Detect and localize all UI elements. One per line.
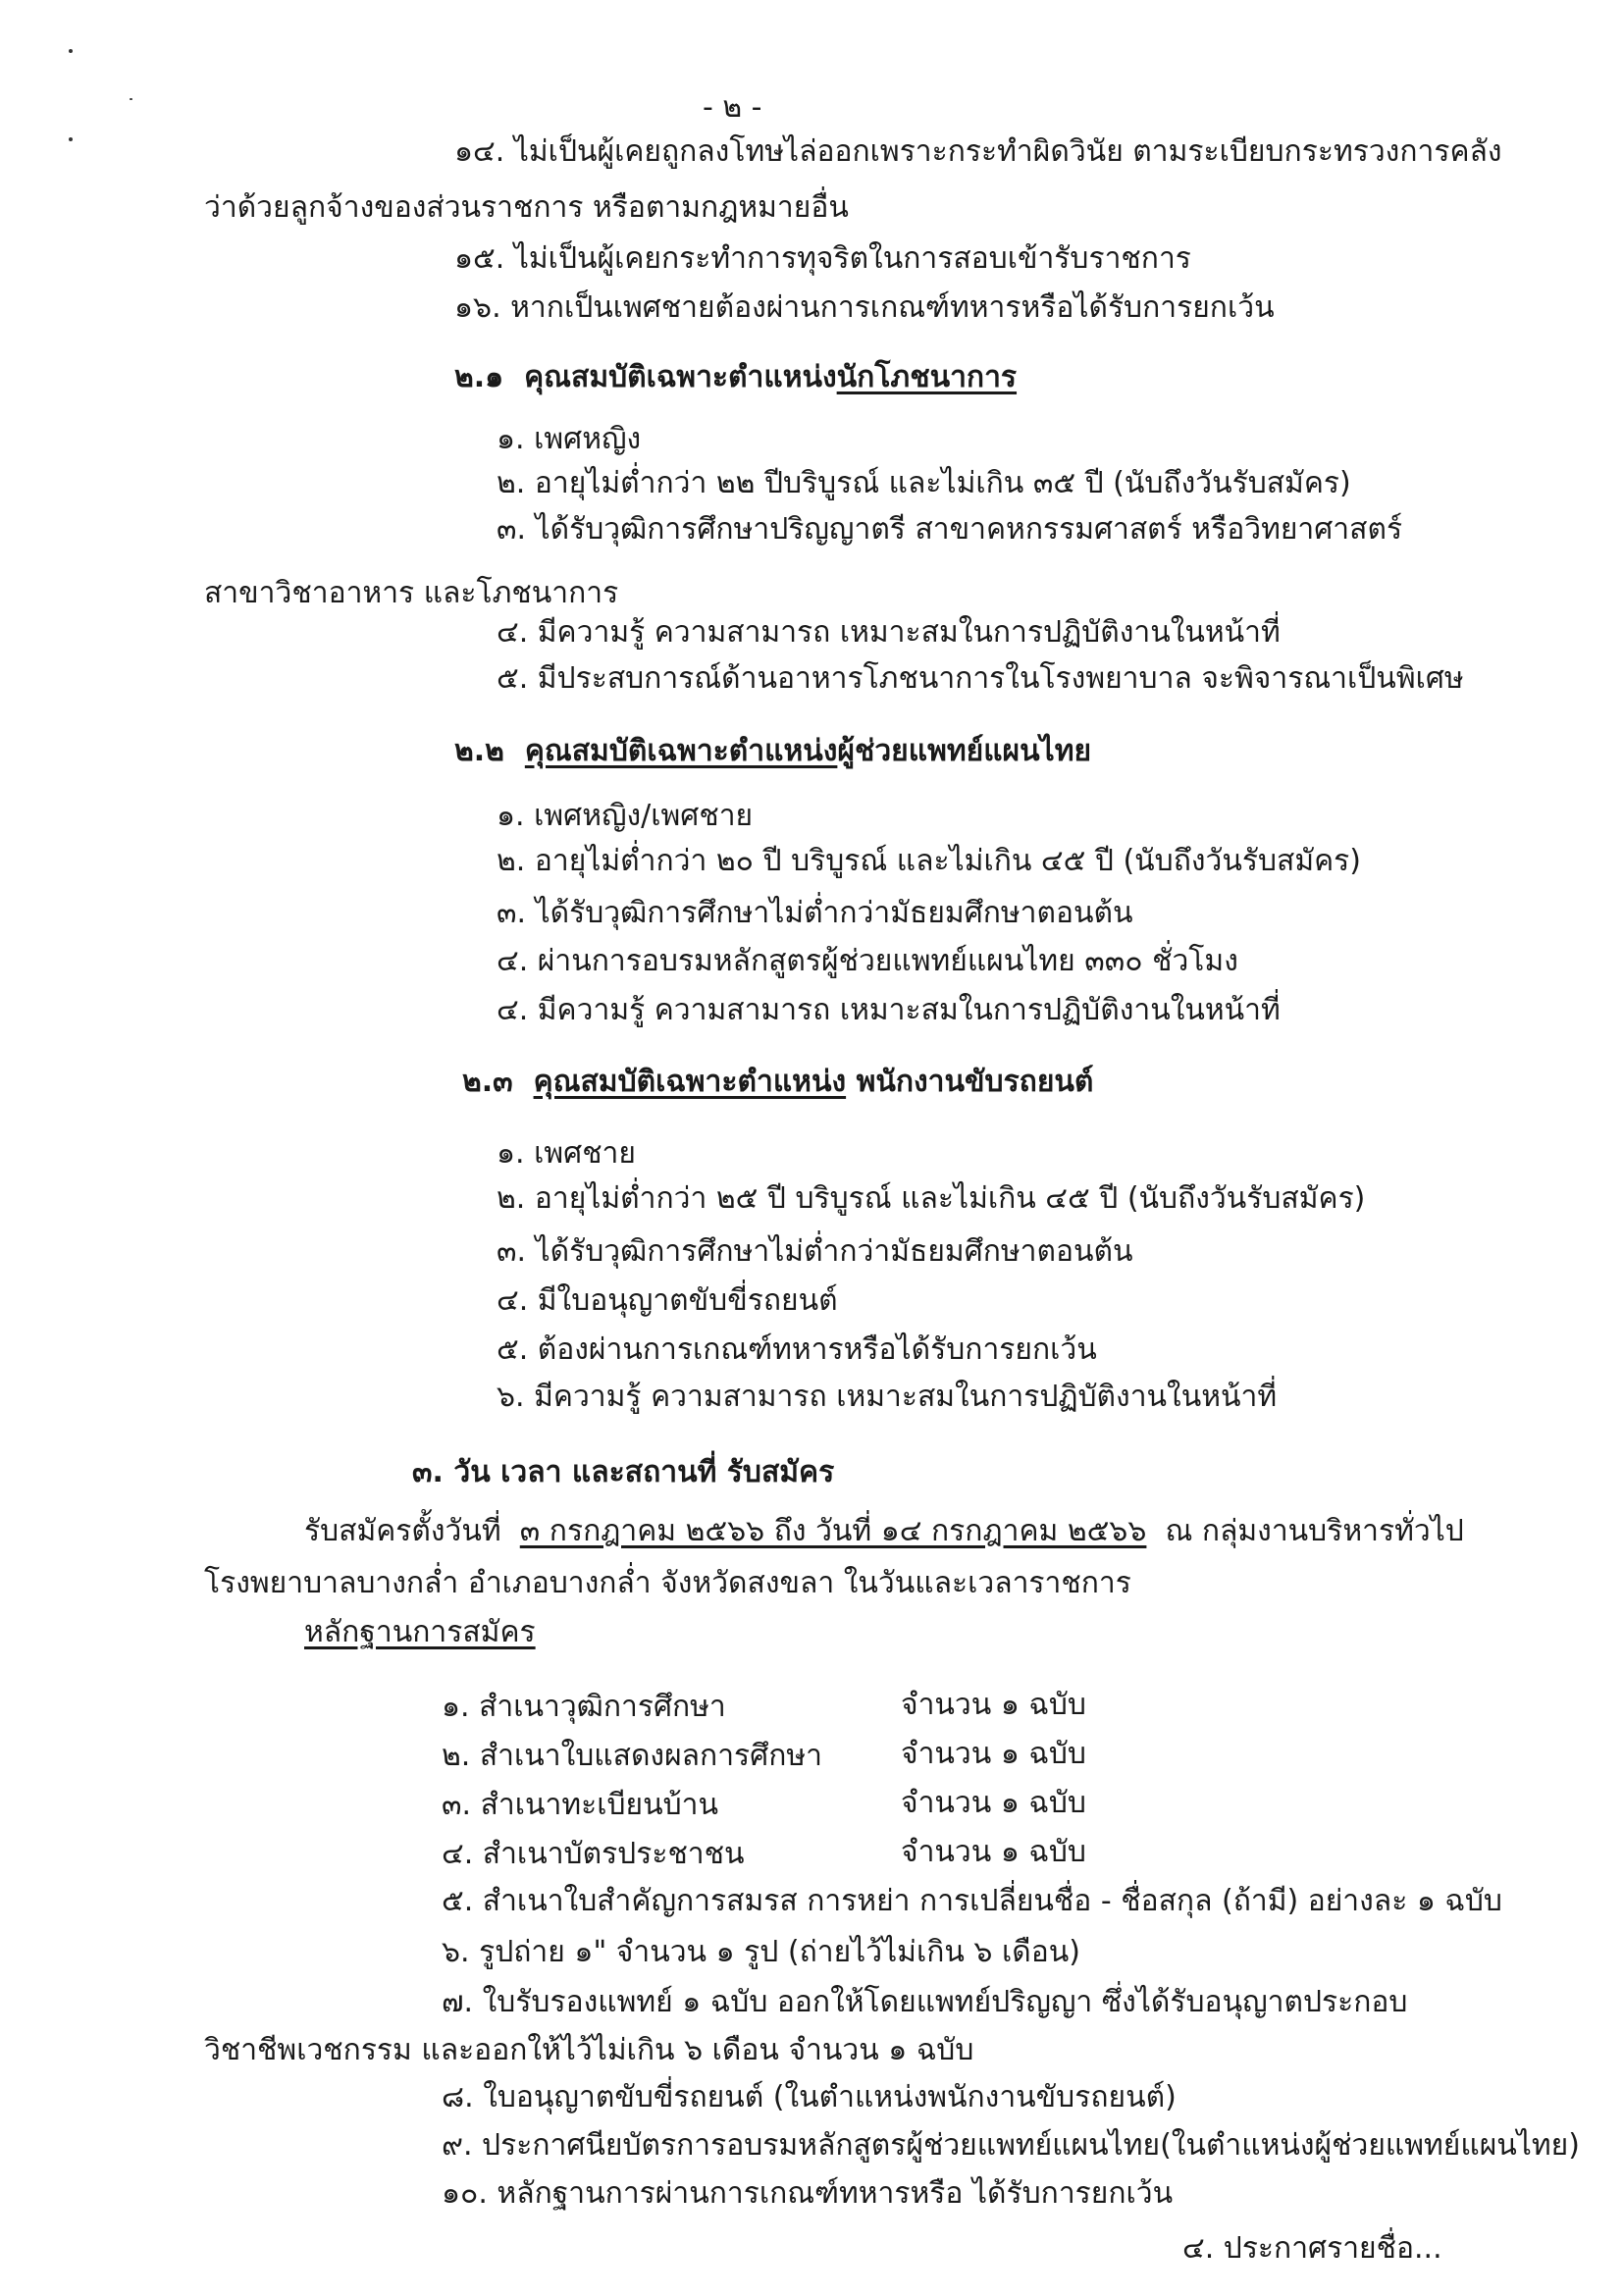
list-item: ๒. อายุไม่ต่ำกว่า ๒๐ ปี บริบูรณ์ และไม่เกิน ๔๕ ปี (นับถึงวันรับสมัคร) (497, 844, 1361, 878)
section-heading-2-2 (454, 732, 1091, 771)
section-heading-2-1 (454, 358, 1017, 397)
scan-speck (69, 49, 73, 53)
list-item: ๑. เพศหญิง (497, 422, 642, 456)
evidence-item: ๔. สำเนาบัตรประชาชน (442, 1837, 745, 1871)
application-period (304, 1512, 1464, 1551)
evidence-item: ๖. รูปถ่าย ๑" จำนวน ๑ รูป (ถ่ายไว้ไม่เกิน ๖ เดือน) (442, 1935, 1080, 1969)
section-label: คุณสมบัติเฉพาะตำแหน่ง (524, 360, 837, 394)
list-item: ๔. มีความรู้ ความสามารถ เหมาะสมในการปฏิบัติงานในหน้าที่ (497, 993, 1281, 1027)
evidence-item: ๗. ใบรับรองแพทย์ ๑ ฉบับ ออกให้โดยแพทย์ปริญญา ซึ่งได้รับอนุญาตประกอบ (442, 1985, 1408, 2019)
section-heading-2-3 (462, 1063, 1093, 1102)
qualification-item: ๑๕. ไม่เป็นผู้เคยกระทำการทุจริตในการสอบเข้ารับราชการ (454, 241, 1191, 276)
intro-prefix: รับสมัครตั้งวันที่ (304, 1514, 501, 1548)
list-item: ๕. มีประสบการณ์ด้านอาหารโภชนาการในโรงพยาบาล จะพิจารณาเป็นพิเศษ (497, 661, 1464, 696)
application-dates: ๓ กรกฎาคม ๒๕๖๖ ถึง วันที่ ๑๔ กรกฎาคม ๒๕๖๖ (519, 1514, 1147, 1548)
intro-suffix: ณ กลุ่มงานบริหารทั่วไป (1165, 1514, 1464, 1548)
qualification-item: ๑๖. หากเป็นเพศชายต้องผ่านการเกณฑ์ทหารหรือได้รับการยกเว้น (454, 290, 1275, 325)
evidence-item-continued: วิชาชีพเวชกรรม และออกให้ไว้ไม่เกิน ๖ เดือน จำนวน ๑ ฉบับ (204, 2033, 974, 2067)
list-item: ๒. อายุไม่ต่ำกว่า ๒๕ ปี บริบูรณ์ และไม่เกิน ๔๕ ปี (นับถึงวันรับสมัคร) (497, 1181, 1366, 1216)
application-place: โรงพยาบาลบางกล่ำ อำเภอบางกล่ำ จังหวัดสงขลา ในวันและเวลาราชการ (204, 1566, 1131, 1600)
evidence-item: ๑๐. หลักฐานการผ่านการเกณฑ์ทหารหรือ ได้รับการยกเว้น (442, 2176, 1174, 2211)
list-item: ๖. มีความรู้ ความสามารถ เหมาะสมในการปฏิบัติงานในหน้าที่ (497, 1380, 1278, 1414)
list-item: ๔. มีใบอนุญาตขับขี่รถยนต์ (497, 1283, 838, 1318)
list-item-continued: สาขาวิชาอาหาร และโภชนาการ (204, 576, 619, 610)
scan-speck (130, 98, 132, 100)
section-label: คุณสมบัติเฉพาะตำแหน่ง (524, 734, 838, 768)
evidence-quantity: จำนวน ๑ ฉบับ (901, 1786, 1086, 1820)
evidence-quantity: จำนวน ๑ ฉบับ (901, 1737, 1086, 1771)
page-number: - ๒ - (703, 90, 762, 125)
evidence-item: ๙. ประกาศนียบัตรการอบรมหลักสูตรผู้ช่วยแพทย์แผนไทย(ในตำแหน่งผู้ช่วยแพทย์แผนไทย) (442, 2128, 1580, 2163)
section-number: ๒.๒ (454, 734, 504, 768)
list-item: ๔. มีความรู้ ความสามารถ เหมาะสมในการปฏิบัติงานในหน้าที่ (497, 615, 1281, 650)
evidence-quantity: จำนวน ๑ ฉบับ (901, 1835, 1086, 1869)
list-item: ๓. ได้รับวุฒิการศึกษาไม่ต่ำกว่ามัธยมศึกษาตอนต้น (497, 1234, 1133, 1269)
evidence-item: ๑. สำเนาวุฒิการศึกษา (442, 1690, 726, 1724)
list-item: ๓. ได้รับวุฒิการศึกษาปริญญาตรี สาขาคหกรรมศาสตร์ หรือวิทยาศาสตร์ (497, 512, 1403, 547)
position-title: ผู้ช่วยแพทย์แผนไทย (837, 734, 1092, 768)
list-item: ๑. เพศชาย (497, 1136, 636, 1171)
continuation-marker: ๔. ประกาศรายชื่อ... (1182, 2231, 1442, 2266)
scan-speck (69, 137, 73, 141)
list-item: ๕. ต้องผ่านการเกณฑ์ทหารหรือได้รับการยกเว้น (497, 1332, 1097, 1367)
section-label: คุณสมบัติเฉพาะตำแหน่ง (533, 1065, 847, 1099)
section-heading-3: ๓. วัน เวลา และสถานที่ รับสมัคร (412, 1455, 835, 1489)
qualification-item-continued: ว่าด้วยลูกจ้างของส่วนราชการ หรือตามกฎหมายอื่น (204, 190, 849, 225)
list-item: ๒. อายุไม่ต่ำกว่า ๒๒ ปีบริบูรณ์ และไม่เกิน ๓๕ ปี (นับถึงวันรับสมัคร) (497, 466, 1351, 500)
evidence-item: ๘. ใบอนุญาตขับขี่รถยนต์ (ในตำแหน่งพนักงานขับรถยนต์) (442, 2080, 1177, 2114)
evidence-item: ๓. สำเนาทะเบียนบ้าน (442, 1788, 719, 1822)
evidence-heading: หลักฐานการสมัคร (304, 1615, 536, 1649)
evidence-item: ๒. สำเนาใบแสดงผลการศึกษา (442, 1739, 822, 1773)
evidence-quantity: จำนวน ๑ ฉบับ (901, 1688, 1086, 1722)
list-item: ๓. ได้รับวุฒิการศึกษาไม่ต่ำกว่ามัธยมศึกษาตอนต้น (497, 896, 1133, 930)
section-number: ๒.๓ (462, 1065, 513, 1099)
position-title: นักโภชนาการ (836, 360, 1018, 394)
position-title: พนักงานขับรถยนต์ (856, 1065, 1094, 1099)
section-number: ๒.๑ (454, 360, 504, 394)
evidence-item: ๕. สำเนาใบสำคัญการสมรส การหย่า การเปลี่ยนชื่อ - ชื่อสกุล (ถ้ามี) อย่างละ ๑ ฉบับ (442, 1884, 1502, 1918)
list-item: ๑. เพศหญิง/เพศชาย (497, 799, 754, 833)
list-item: ๔. ผ่านการอบรมหลักสูตรผู้ช่วยแพทย์แผนไทย ๓๓๐ ชั่วโมง (497, 944, 1238, 978)
qualification-item: ๑๔. ไม่เป็นผู้เคยถูกลงโทษไล่ออกเพราะกระทำผิดวินัย ตามระเบียบกระทรวงการคลัง (454, 134, 1502, 169)
